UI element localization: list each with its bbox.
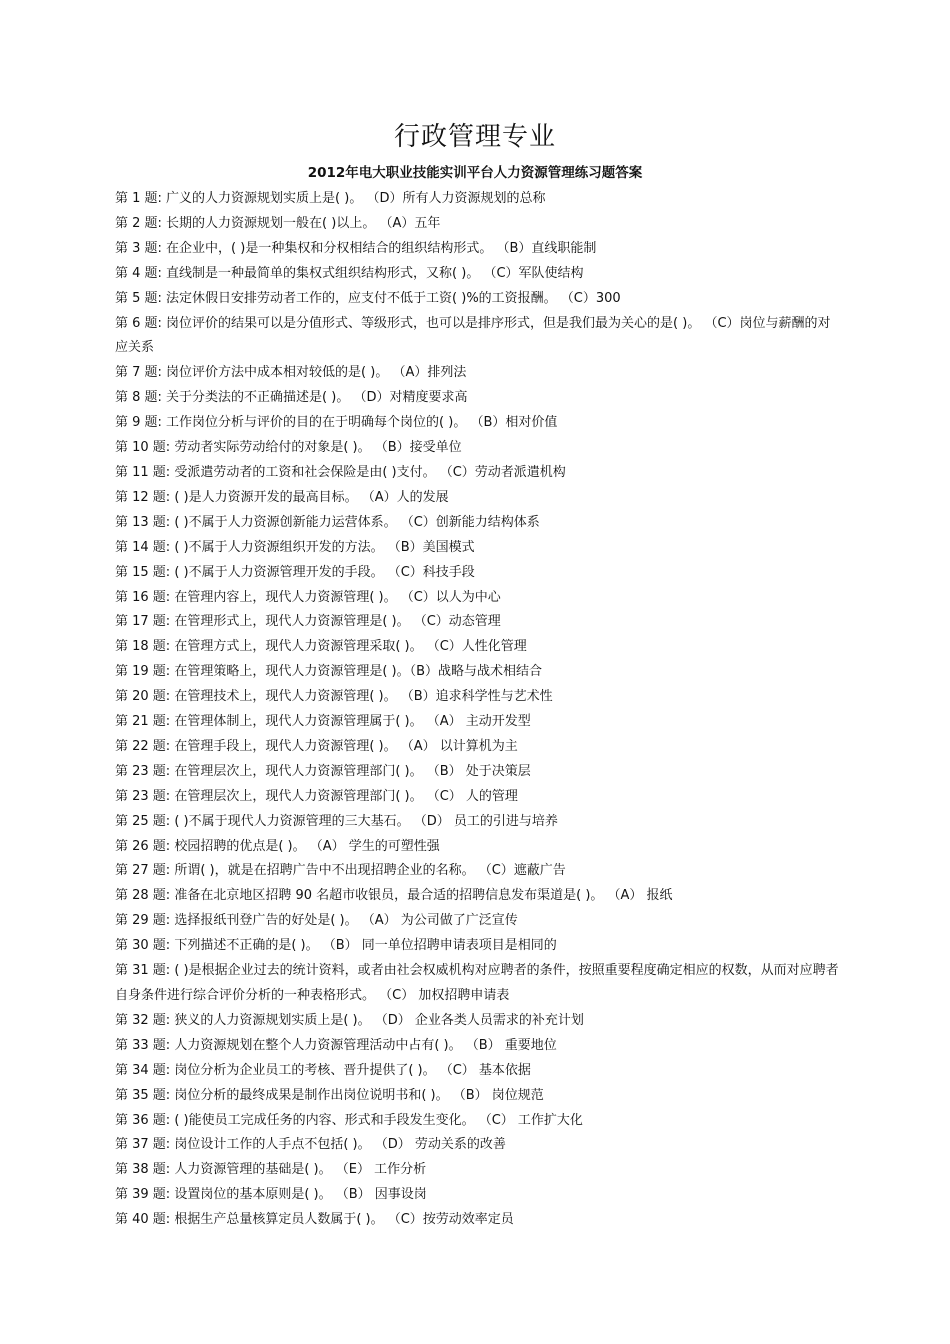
question-item: 第 39 题: 设置岗位的基本原则是( )。 （B） 因事设岗 [115, 1187, 427, 1203]
question-item: 第 37 题: 岗位设计工作的人手点不包括( )。 （D） 劳动关系的改善 [115, 1137, 506, 1153]
question-item: 第 23 题: 在管理层次上，现代人力资源管理部门( )。 （C） 人的管理 [115, 788, 518, 804]
question-item: 第 16 题: 在管理内容上，现代人力资源管理( )。 （C）以人为中心 [115, 589, 501, 605]
question-item: 第 14 题: ( )不属于人力资源组织开发的方法。 （B）美国模式 [115, 539, 475, 555]
question-item: 第 32 题: 狭义的人力资源规划实质上是( )。 （D） 企业各类人员需求的补充计划 [115, 1012, 584, 1028]
question-item: 第 21 题: 在管理体制上，现代人力资源管理属于( )。 （A） 主动开发型 [115, 714, 531, 730]
question-item: 第 1 题: 广义的人力资源规划实质上是( )。 （D）所有人力资源规划的总称 [115, 191, 546, 206]
question-item: 第 18 题: 在管理方式上，现代人力资源管理采取( )。 （C）人性化管理 [115, 639, 527, 655]
document-title: 行政管理专业 [393, 122, 556, 152]
question-item: 第 30 题: 下列描述不正确的是( )。 （B） 同一单位招聘申请表项目是相同的 [115, 938, 557, 954]
question-item: 第 28 题: 准备在北京地区招聘 90 名超市收银员，最合适的招聘信息发布渠道是( )。 （A） 报纸 [115, 888, 673, 904]
question-item: 第 25 题: ( )不属于现代人力资源管理的三大基石。 （D） 员工的引进与培养 [115, 813, 558, 829]
question-item: 第 3 题: 在企业中，( )是一种集权和分权相结合的组织结构形式。 （B）直线职能制 [115, 240, 597, 256]
question-item: 第 9 题: 工作岗位分析与评价的目的在于明确每个岗位的( )。 （B）相对价值 [115, 415, 558, 431]
question-item: 第 40 题: 根据生产总量核算定员人数属于( )。 （C）按劳动效率定员 [115, 1212, 514, 1228]
question-item: 第 8 题: 关于分类法的不正确描述是( )。 （D）对精度要求高 [115, 390, 468, 406]
question-item: 第 19 题: 在管理策略上，现代人力资源管理是( )。（B）战略与战术相结合 [115, 664, 543, 680]
question-item: 第 26 题: 校园招聘的优点是( )。 （A） 学生的可塑性强 [115, 838, 440, 854]
question-item: 第 2 题: 长期的人力资源规划一般在( )以上。 （A）五年 [115, 215, 441, 231]
question-item: 第 29 题: 选择报纸刊登广告的好处是( )。 （A） 为公司做了广泛宣传 [115, 913, 518, 929]
question-item: 第 23 题: 在管理层次上，现代人力资源管理部门( )。 （B） 处于决策层 [115, 763, 531, 779]
question-item: 第 12 题: ( )是人力资源开发的最高目标。 （A）人的发展 [115, 489, 449, 505]
question-item: 第 38 题: 人力资源管理的基础是( )。 （E） 工作分析 [115, 1162, 427, 1178]
question-answer-list [115, 187, 840, 1233]
question-item: 第 10 题: 劳动者实际劳动给付的对象是( )。 （B）接受单位 [115, 440, 462, 456]
question-item: 第 35 题: 岗位分析的最终成果是制作出岗位说明书和( )。 （B） 岗位规范 [115, 1087, 544, 1103]
question-item: 第 6 题: 岗位评价的结果可以是分值形式、等级形式，也可以是排序形式，但是我们最为关心的是( )。 （C）岗位与薪酬的对应关系 [115, 315, 831, 356]
question-item: 第 17 题: 在管理形式上，现代人力资源管理是( )。 （C）动态管理 [115, 614, 501, 630]
question-item: 第 22 题: 在管理手段上，现代人力资源管理( )。 （A） 以计算机为主 [115, 738, 518, 754]
question-item: 第 34 题: 岗位分析为企业员工的考核、晋升提供了( )。 （C） 基本依据 [115, 1062, 531, 1078]
question-item: 第 7 题: 岗位评价方法中成本相对较低的是( )。 （A）排列法 [115, 365, 467, 381]
question-item: 第 11 题: 受派遣劳动者的工资和社会保险是由( )支付。 （C）劳动者派遣机构 [115, 464, 566, 480]
question-item: 第 31 题: ( )是根据企业过去的统计资料，或者由社会权威机构对应聘者的条件，按照重要程度确定相应的权数，从而对应聘者自身条件进行综合评价分析的一种表格形式。 （C） 加权招聘申请表 [115, 963, 839, 1003]
question-item: 第 13 题: ( )不属于人力资源创新能力运营体系。 （C）创新能力结构体系 [115, 514, 540, 530]
document-subtitle: 2012年电大职业技能实训平台人力资源管理练习题答案 [307, 165, 643, 181]
question-item: 第 15 题: ( )不属于人力资源管理开发的手段。 （C）科技手段 [115, 564, 475, 580]
question-item: 第 5 题: 法定休假日安排劳动者工作的，应支付不低于工资( )%的工资报酬。 （C）300 [115, 290, 621, 306]
question-item: 第 4 题: 直线制是一种最简单的集权式组织结构形式，又称( )。 （C）军队使结构 [115, 265, 584, 281]
question-item: 第 27 题: 所谓( )，就是在招聘广告中不出现招聘企业的名称。 （C）遮蔽广告 [115, 863, 566, 879]
question-item: 第 36 题: ( )能使员工完成任务的内容、形式和手段发生变化。 （C） 工作扩大化 [115, 1112, 583, 1128]
question-item: 第 20 题: 在管理技术上，现代人力资源管理( )。 （B）追求科学性与艺术性 [115, 689, 553, 705]
question-item: 第 33 题: 人力资源规划在整个人力资源管理活动中占有( )。 （B） 重要地位 [115, 1037, 557, 1053]
